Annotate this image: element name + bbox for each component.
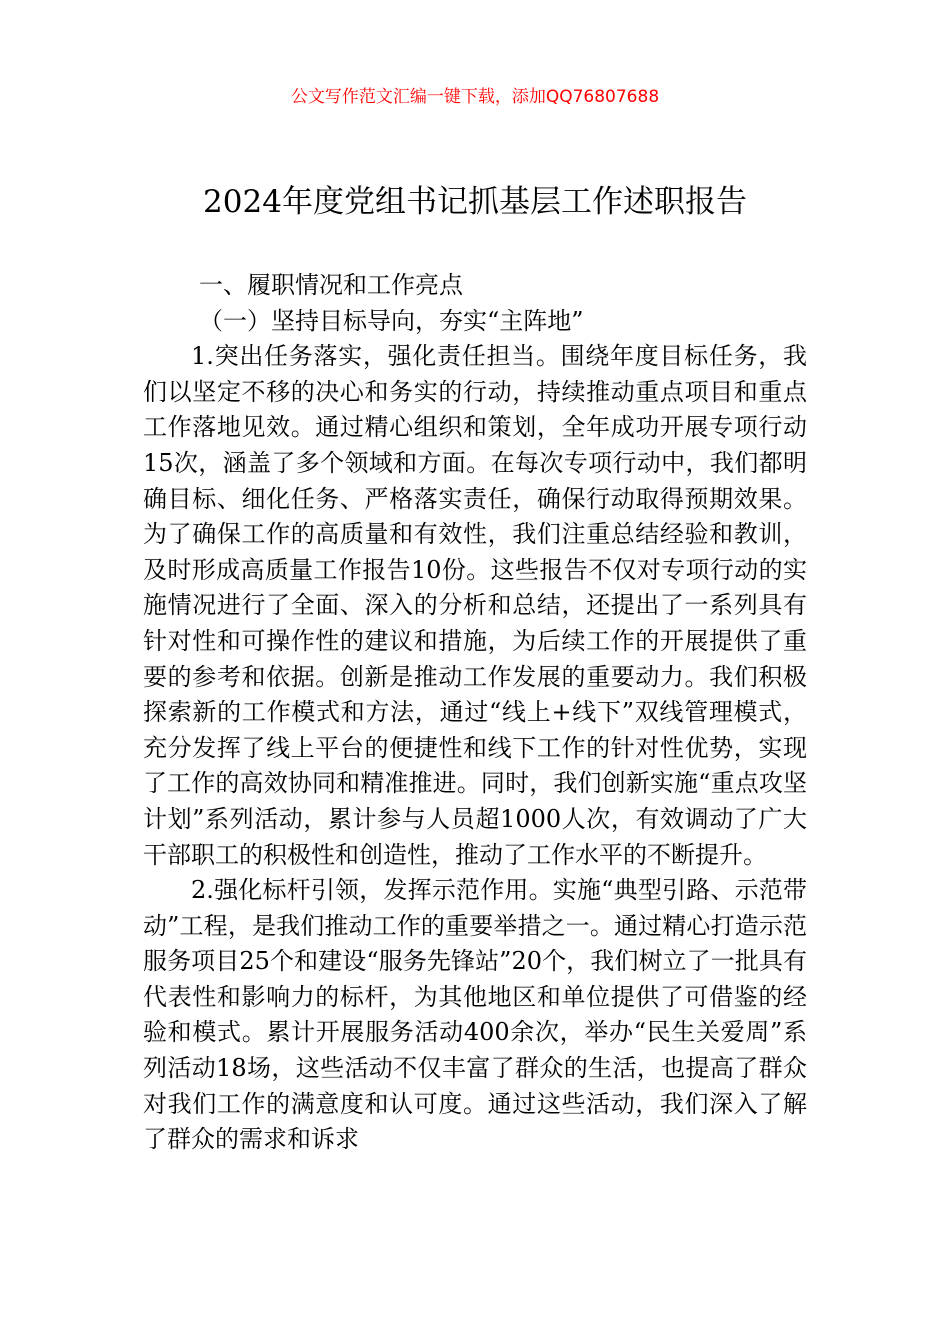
subsection-heading: （一）坚持目标导向，夯实“主阵地” [199,306,584,335]
promo-banner: 公文写作范文汇编一键下载，添加QQ76807688 [290,87,660,107]
paragraph-1: 1.突出任务落实，强化责任担当。围绕年度目标任务，我们以坚定不移的决心和务实的行动，持续推动重点项目和重点工作落地见效。通过精心组织和策划，全年成功开展专项行动15次，涵盖了多个领域和方面。在每次专项行动中，我们都明确目标、细化任务、严格落实责任，确保行动取得预期效果。为了确保工作的高质量和有效性，我们注重总结经验和教训，及时形成高质量工作报告10份。这些报告不仅对专项行动的实施情况进行了全面、深入的分析和总结，还提出了一系列具有针对性和可操作性的建议和措施，为后续工作的开展提供了重要的参考和依据。创新是推动工作发展的重要动力。我们积极探索新的工作模式和方法，通过“线上+线下”双线管理模式，充分发挥了线上平台的便捷性和线下工作的针对性优势，实现了工作的高效协同和精准推进。同时，我们创新实施“重点攻坚计划”系列活动，累计参与人员超1000人次，有效调动了广大干部职工的积极性和创造性，推动了工作水平的不断提升。 [143,342,807,869]
section-heading: 一、履职情况和工作亮点 [199,271,463,299]
paragraph-2: 2.强化标杆引领，发挥示范作用。实施“典型引路、示范带动”工程，是我们推动工作的重要举措之一。通过精心打造示范服务项目25个和建设“服务先锋站”20个，我们树立了一批具有代表性和影响力的标杆，为其他地区和单位提供了可借鉴的经验和模式。累计开展服务活动400余次，举办“民生关爱周”系列活动18场，这些活动不仅丰富了群众的生活，也提高了群众对我们工作的满意度和认可度。通过这些活动，我们深入了解了群众的需求和诉求 [143,876,807,1154]
document-body [143,268,807,1158]
document-title: 2024年度党组书记抓基层工作述职报告 [203,184,747,220]
